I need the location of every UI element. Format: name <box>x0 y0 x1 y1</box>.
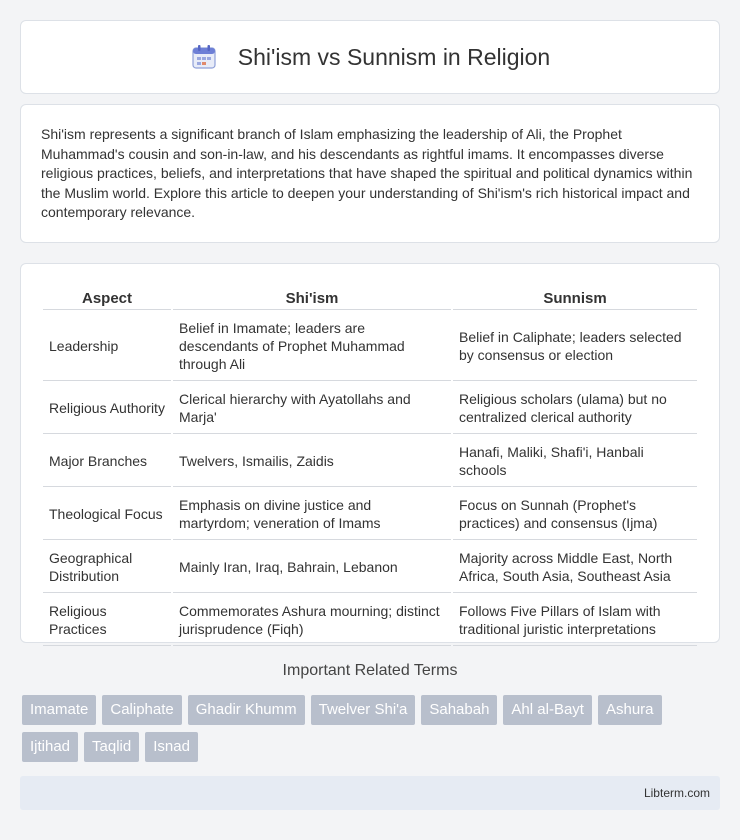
sunnism-cell: Focus on Sunnah (Prophet's practices) and consensus (Ijma) <box>453 489 697 540</box>
aspect-cell: Theological Focus <box>43 489 171 540</box>
aspect-cell: Major Branches <box>43 436 171 487</box>
table-row <box>43 595 697 646</box>
sunnism-cell: Religious scholars (ulama) but no centralized clerical authority <box>453 383 697 434</box>
related-term-tag[interactable]: Ahl al-Bayt <box>503 695 592 725</box>
related-term-tag[interactable]: Ijtihad <box>22 732 78 762</box>
footer <box>20 776 720 810</box>
shiism-cell: Clerical hierarchy with Ayatollahs and Marja' <box>173 383 451 434</box>
intro-card <box>20 104 720 243</box>
related-term-tag[interactable]: Taqlid <box>84 732 139 762</box>
related-terms-title: Important Related Terms <box>282 662 458 679</box>
related-terms-list <box>22 695 722 762</box>
header-sunnism: Sunnism <box>453 286 697 310</box>
shiism-cell: Belief in Imamate; leaders are descendants of Prophet Muhammad through Ali <box>173 312 451 381</box>
related-term-tag[interactable]: Ashura <box>598 695 662 725</box>
sunnism-cell: Belief in Caliphate; leaders selected by consensus or election <box>453 312 697 381</box>
aspect-cell: Leadership <box>43 312 171 381</box>
intro-text: Shi'ism represents a significant branch of Islam emphasizing the leadership of Ali, the Prophet Muhammad's cousin and son-in-law, and his descendants as rightful imams. It encompasses diverse religious practices, beliefs, and interpretations that have shaped the spiritual and political dynamics within the Muslim world. Explore this article to deepen your understanding of Shi'ism's rich historical impact and contemporary relevance. <box>41 126 693 220</box>
related-term-tag[interactable]: Ghadir Khumm <box>188 695 305 725</box>
table-row <box>43 383 697 434</box>
sunnism-cell: Hanafi, Maliki, Shafi'i, Hanbali schools <box>453 436 697 487</box>
table-row <box>43 489 697 540</box>
comparison-table <box>41 284 699 648</box>
header-card <box>20 20 720 94</box>
page-title: Shi'ism vs Sunnism in Religion <box>237 43 551 70</box>
header-shiism: Shi'ism <box>173 286 451 310</box>
table-row <box>43 436 697 487</box>
related-term-tag[interactable]: Twelver Shi'a <box>311 695 416 725</box>
table-header-row <box>43 286 697 310</box>
shiism-cell: Mainly Iran, Iraq, Bahrain, Lebanon <box>173 542 451 593</box>
aspect-cell: Geographical Distribution <box>43 542 171 593</box>
shiism-cell: Emphasis on divine justice and martyrdom; veneration of Imams <box>173 489 451 540</box>
table-row <box>43 542 697 593</box>
shiism-cell: Commemorates Ashura mourning; distinct jurisprudence (Fiqh) <box>173 595 451 646</box>
related-term-tag[interactable]: Caliphate <box>102 695 181 725</box>
header-aspect: Aspect <box>43 286 171 310</box>
shiism-cell: Twelvers, Ismailis, Zaidis <box>173 436 451 487</box>
table-row <box>43 312 697 381</box>
related-term-tag[interactable]: Sahabah <box>421 695 497 725</box>
sunnism-cell: Majority across Middle East, North Africa, South Asia, Southeast Asia <box>453 542 697 593</box>
footer-site-link[interactable]: Libterm.com <box>643 786 710 800</box>
related-term-tag[interactable]: Isnad <box>145 732 198 762</box>
calendar-icon <box>190 43 218 71</box>
comparison-table-card <box>20 263 720 643</box>
sunnism-cell: Follows Five Pillars of Islam with traditional juristic interpretations <box>453 595 697 646</box>
aspect-cell: Religious Authority <box>43 383 171 434</box>
related-term-tag[interactable]: Imamate <box>22 695 96 725</box>
aspect-cell: Religious Practices <box>43 595 171 646</box>
